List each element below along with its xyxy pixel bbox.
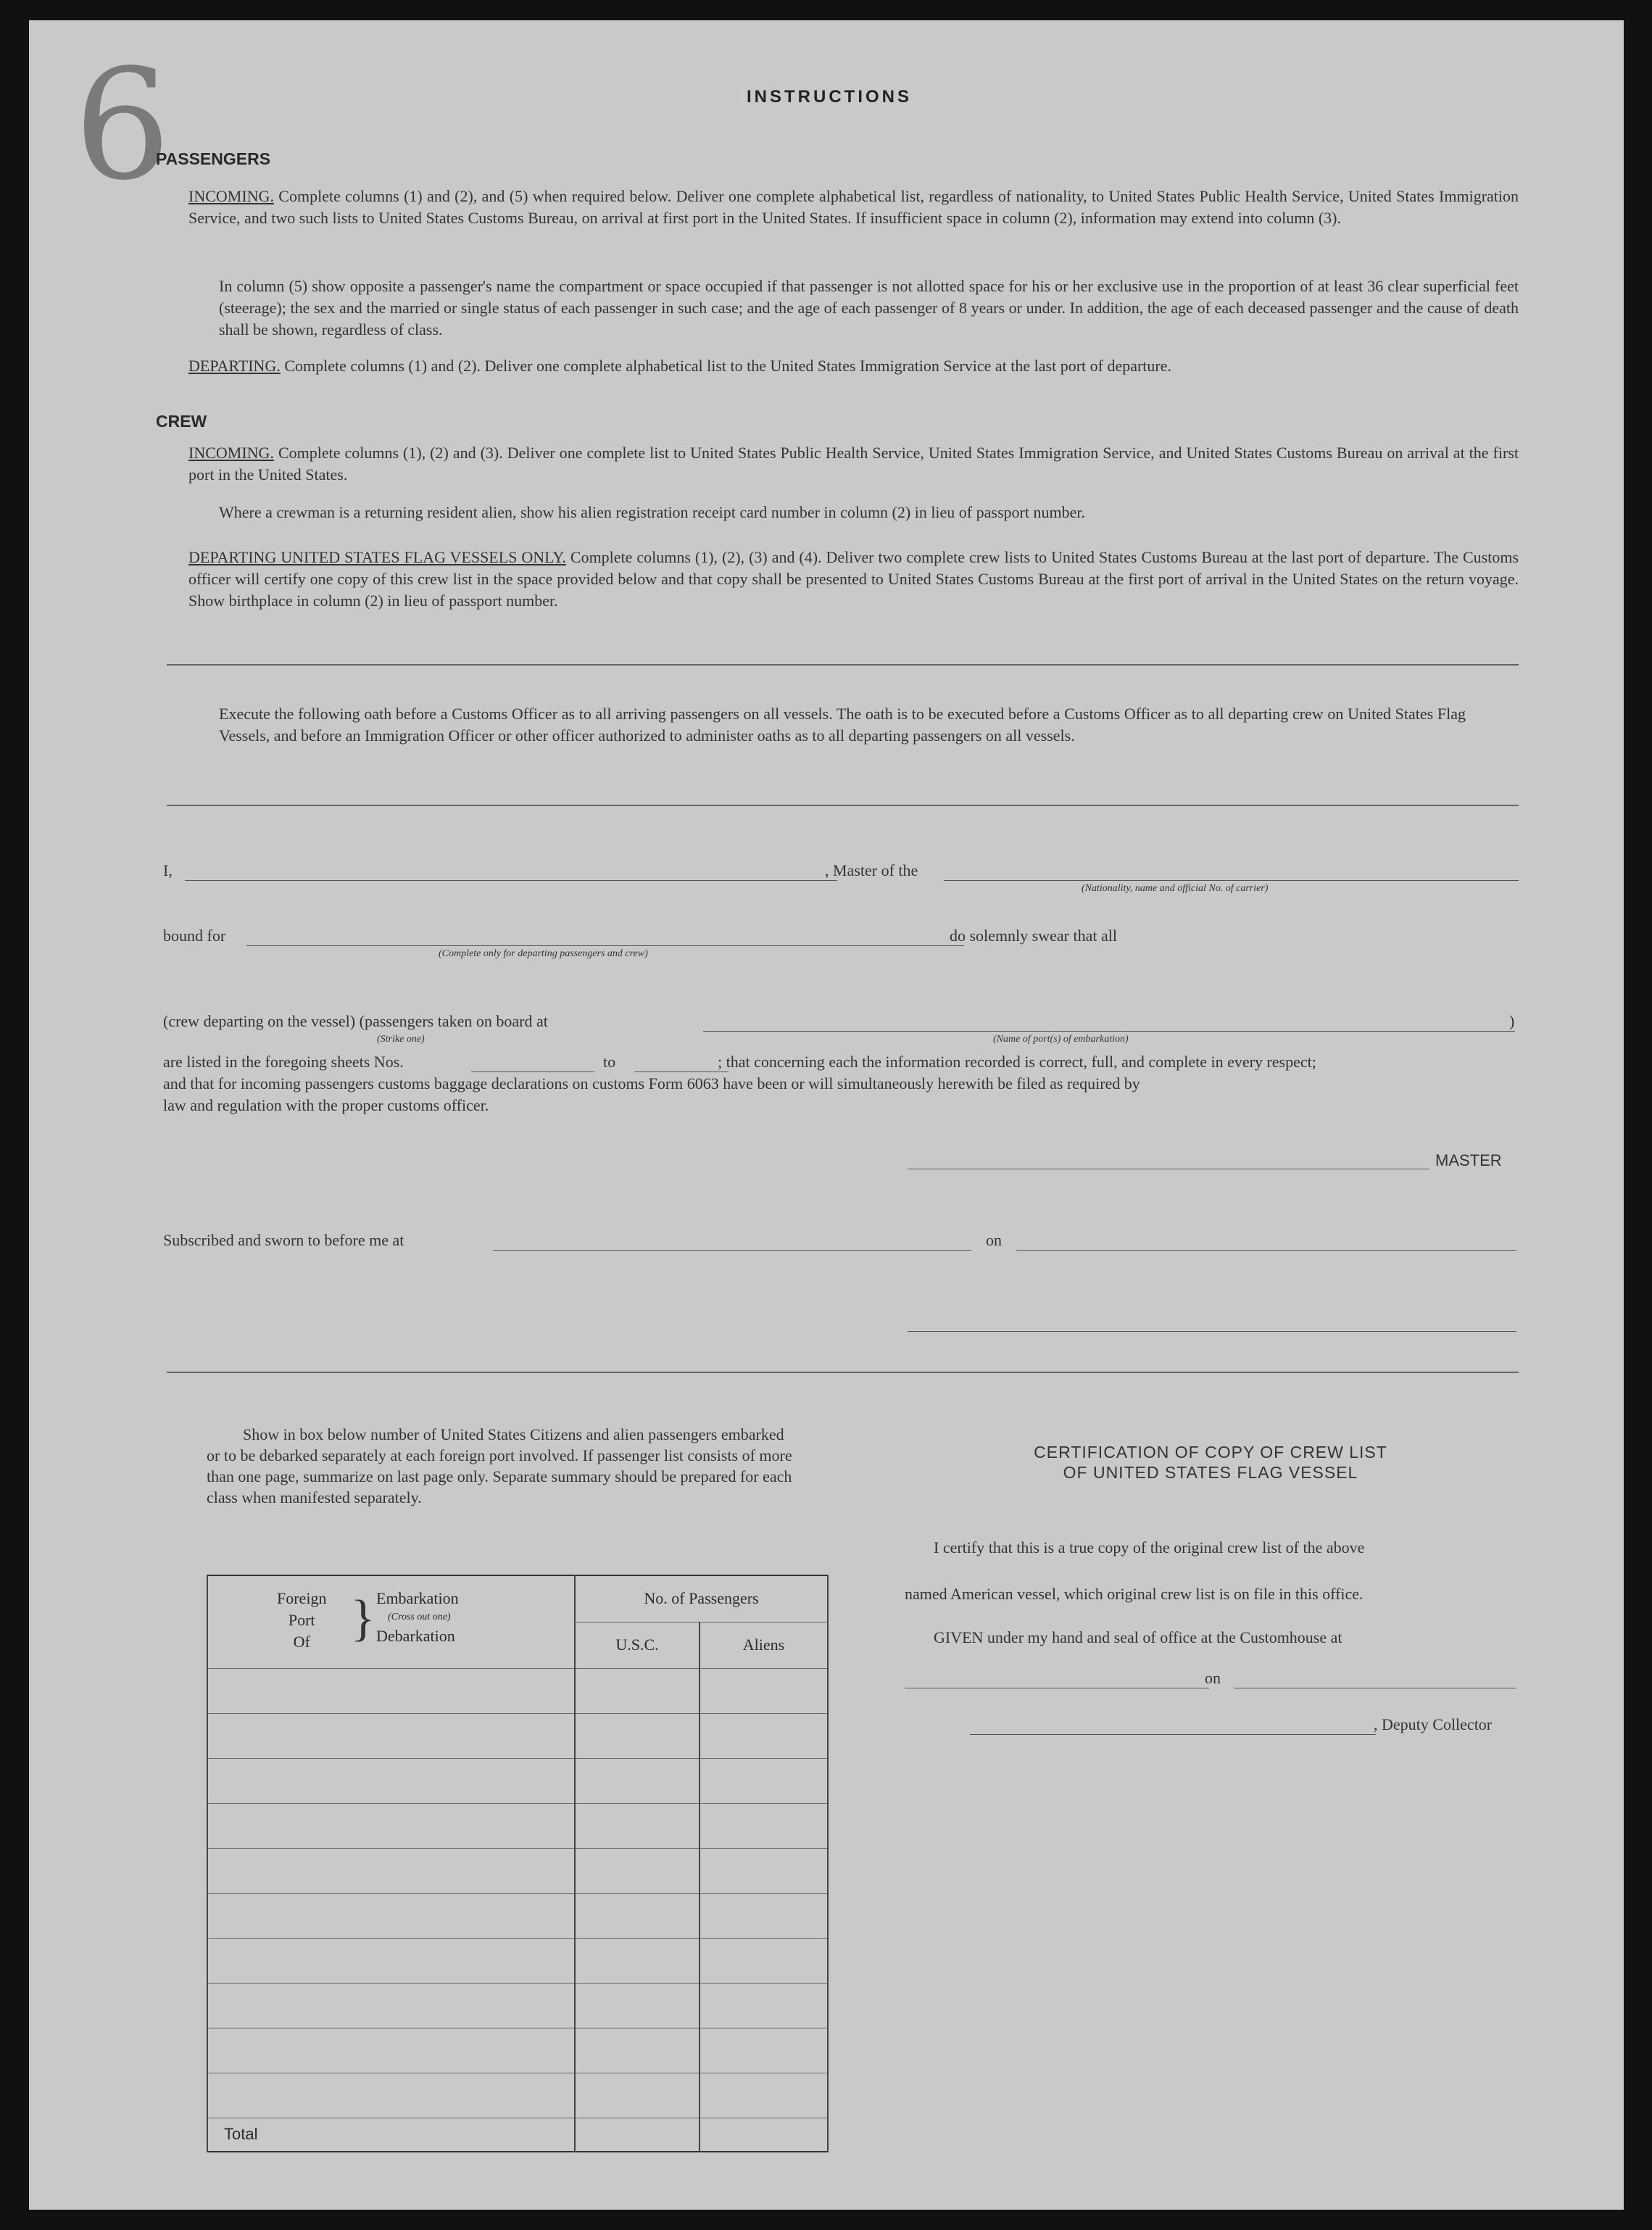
table-row: [207, 2073, 828, 2118]
aliens-cell[interactable]: [700, 1983, 828, 2028]
port-cell[interactable]: [207, 1893, 575, 1938]
crew-incoming-text: Complete columns (1), (2) and (3). Deliver one complete list to United States Public Health Service, United States Immigration Service, and United States Customs Bureau on arrival at the first port in the United States.: [188, 444, 1519, 484]
crew-heading: CREW: [156, 412, 207, 431]
embarkation-label: Embarkation: [376, 1589, 459, 1607]
sworn-date-field[interactable]: [1016, 1250, 1516, 1251]
carrier-caption: (Nationality, name and official No. of carrier): [1082, 883, 1269, 894]
page-title: INSTRUCTIONS: [747, 87, 912, 107]
passengers-incoming-paragraph: [188, 186, 1519, 229]
sworn-on-label: on: [986, 1231, 1002, 1249]
certification-heading-1: CERTIFICATION OF COPY OF CREW LIST: [1034, 1443, 1387, 1462]
port-cell[interactable]: [207, 1848, 575, 1893]
certification-heading-2: OF UNITED STATES FLAG VESSEL: [1063, 1463, 1358, 1482]
page-stamp-number: 6: [74, 36, 171, 214]
embarkation-ports-field[interactable]: [703, 1031, 1515, 1032]
usc-cell[interactable]: [575, 1668, 700, 1713]
baggage-declaration-text: and that for incoming passengers customs baggage declarations on customs Form 6063 have been or will simultaneously herewith be filed as required by: [163, 1074, 1140, 1093]
master-name-field[interactable]: [185, 880, 837, 881]
port-label: Port: [288, 1611, 315, 1629]
table-row: [207, 1668, 828, 1713]
aliens-cell[interactable]: [700, 2073, 828, 2118]
usc-cell[interactable]: [575, 1938, 700, 1983]
crew-departing-text: Complete columns (1), (2), (3) and (4). Deliver two complete crew lists to United States Customs Bureau at the last port of departure. The Customs officer will certify one copy of this crew list in the space provided below and that copy shall be presented to United States Customs Bureau at the first port of arrival in the United States on the return voyage. Show birthplace in column (2) in lieu of passport number.: [188, 548, 1519, 610]
passengers-departing-label: DEPARTING.: [188, 357, 281, 375]
port-cell[interactable]: [207, 1983, 575, 2028]
port-cell[interactable]: [207, 2028, 575, 2073]
usc-cell[interactable]: [575, 2073, 700, 2118]
swear-label: do solemnly swear that all: [950, 927, 1117, 945]
port-cell[interactable]: [207, 1803, 575, 1848]
summary-table-body: [207, 1668, 828, 2152]
passengers-departing-text: Complete columns (1) and (2). Deliver one complete alphabetical list to the United States Immigration Service at the last port of departure.: [284, 357, 1172, 375]
brace-glyph: }: [351, 1591, 375, 1646]
usc-cell[interactable]: [575, 1758, 700, 1803]
aliens-cell[interactable]: [700, 1713, 828, 1758]
usc-cell[interactable]: [575, 2028, 700, 2073]
crew-departing-label: DEPARTING UNITED STATES FLAG VESSELS ONLY.: [188, 548, 566, 566]
section-divider: [167, 664, 1519, 666]
crew-incoming-label: INCOMING.: [188, 444, 274, 462]
usc-cell[interactable]: [575, 1983, 700, 2028]
cert-on-label: on: [1205, 1669, 1221, 1687]
carrier-field[interactable]: [944, 880, 1519, 881]
bound-for-label: bound for: [163, 927, 226, 945]
passenger-summary-table: [207, 1575, 829, 2152]
listed-in-label: are listed in the foregoing sheets Nos.: [163, 1053, 404, 1071]
aliens-cell[interactable]: [700, 1848, 828, 1893]
port-cell[interactable]: [207, 1758, 575, 1803]
port-header-cell: [207, 1575, 575, 1668]
aliens-header: Aliens: [700, 1622, 828, 1668]
summary-instruction-text: Show in box below number of United States Citizens and alien passengers embarked or to be debarked separately at each foreign port involved. If passenger list consists of more than one page, summarize on last page only. Separate summary should be prepared for each class when manifested separately.: [207, 1425, 792, 1506]
total-row: [207, 2118, 828, 2152]
to-label: to: [603, 1053, 616, 1071]
oath-instruction-text: Execute the following oath before a Customs Officer as to all arriving passengers on all vessels. The oath is to be executed before a Customs Officer as to all departing crew on United States Flag Vessels, and before an Immigration Officer or other officer authorized to administer oaths as to all departing passengers on all vessels.: [219, 705, 1466, 745]
document-page: [29, 20, 1624, 2210]
bound-for-field[interactable]: [246, 945, 964, 946]
certify-line-1: I certify that this is a true copy of the original crew list of the above: [934, 1538, 1365, 1557]
close-paren: ): [1509, 1012, 1515, 1030]
master-label: MASTER: [1435, 1151, 1502, 1169]
crew-incoming-paragraph: [188, 442, 1519, 486]
passengers-heading: PASSENGERS: [156, 149, 271, 168]
deputy-collector-label: , Deputy Collector: [1374, 1715, 1493, 1733]
table-row: [207, 1938, 828, 1983]
port-cell[interactable]: [207, 1713, 575, 1758]
table-row: [207, 1803, 828, 1848]
total-label: Total: [207, 2118, 575, 2152]
debarkation-label: Debarkation: [376, 1627, 455, 1645]
certify-line-2: named American vessel, which original crew list is on file in this office.: [905, 1585, 1363, 1603]
aliens-cell[interactable]: [700, 1668, 828, 1713]
crew-departing-paragraph: [188, 547, 1519, 612]
subscribed-label: Subscribed and sworn to before me at: [163, 1231, 404, 1249]
aliens-cell[interactable]: [700, 1893, 828, 1938]
sworn-place-field[interactable]: [493, 1250, 971, 1251]
usc-header: U.S.C.: [575, 1622, 700, 1668]
crew-resident-alien-text: Where a crewman is a returning resident alien, show his alien registration receipt card number in column (2) in lieu of passport number.: [219, 503, 1085, 521]
crew-departing-label: (crew departing on the vessel) (passengers taken on board at: [163, 1012, 548, 1030]
port-cell[interactable]: [207, 1668, 575, 1713]
passengers-incoming-label: INCOMING.: [188, 187, 274, 205]
usc-cell[interactable]: [575, 1713, 700, 1758]
master-of-the-label: , Master of the: [825, 861, 918, 879]
table-row: [207, 1983, 828, 2028]
concerning-text: ; that concerning each the information recorded is correct, full, and complete in every respect;: [718, 1053, 1316, 1071]
aliens-cell[interactable]: [700, 1758, 828, 1803]
oath-i-label: I,: [163, 861, 173, 879]
deputy-signature-field[interactable]: [970, 1734, 1376, 1735]
no-passengers-header: No. of Passengers: [575, 1575, 828, 1622]
table-row: [207, 1893, 828, 1938]
usc-cell[interactable]: [575, 1848, 700, 1893]
usc-cell[interactable]: [575, 1803, 700, 1848]
table-row: [207, 1713, 828, 1758]
aliens-cell[interactable]: [700, 2028, 828, 2073]
passengers-departing-paragraph: [188, 355, 1519, 377]
foreign-label: Foreign: [277, 1589, 327, 1607]
aliens-cell[interactable]: [700, 1938, 828, 1983]
table-row: [207, 2028, 828, 2073]
total-usc-cell[interactable]: [575, 2118, 700, 2152]
port-cell[interactable]: [207, 1938, 575, 1983]
strike-one-caption: (Strike one): [377, 1034, 425, 1045]
aliens-cell[interactable]: [700, 1803, 828, 1848]
ports-caption: (Name of port(s) of embarkation): [993, 1034, 1129, 1045]
cross-out-caption: (Cross out one): [388, 1612, 451, 1622]
regulation-text: law and regulation with the proper customs officer.: [163, 1096, 489, 1114]
passengers-incoming-text: Complete columns (1) and (2), and (5) when required below. Deliver one complete alphabetical list, regardless of nationality, to United States Public Health Service, United States Immigration Service, and two such lists to United States Customs Bureau, on arrival at first port in the United States. If insufficient space in column (2), information may extend into column (3).: [188, 187, 1519, 227]
certify-line-3: GIVEN under my hand and seal of office at the Customhouse at: [934, 1628, 1342, 1646]
section-divider: [167, 1372, 1519, 1373]
bound-for-caption: (Complete only for departing passengers and crew): [439, 948, 648, 959]
table-row: [207, 1848, 828, 1893]
usc-cell[interactable]: [575, 1893, 700, 1938]
of-label: Of: [293, 1633, 310, 1651]
passengers-column5-text: In column (5) show opposite a passenger's name the compartment or space occupied if that passenger is not allotted space for his or her exclusive use in the proportion of at least 36 clear superficial feet (steerage); the sex and the married or single status of each passenger in such case; and the age of each passenger of 8 years or under. In addition, the age of each deceased passenger and the cause of death shall be shown, regardless of class.: [219, 277, 1519, 339]
port-cell[interactable]: [207, 2073, 575, 2118]
section-divider: [167, 805, 1519, 806]
total-aliens-cell[interactable]: [700, 2118, 828, 2152]
table-row: [207, 1758, 828, 1803]
officer-signature-field[interactable]: [908, 1331, 1516, 1332]
